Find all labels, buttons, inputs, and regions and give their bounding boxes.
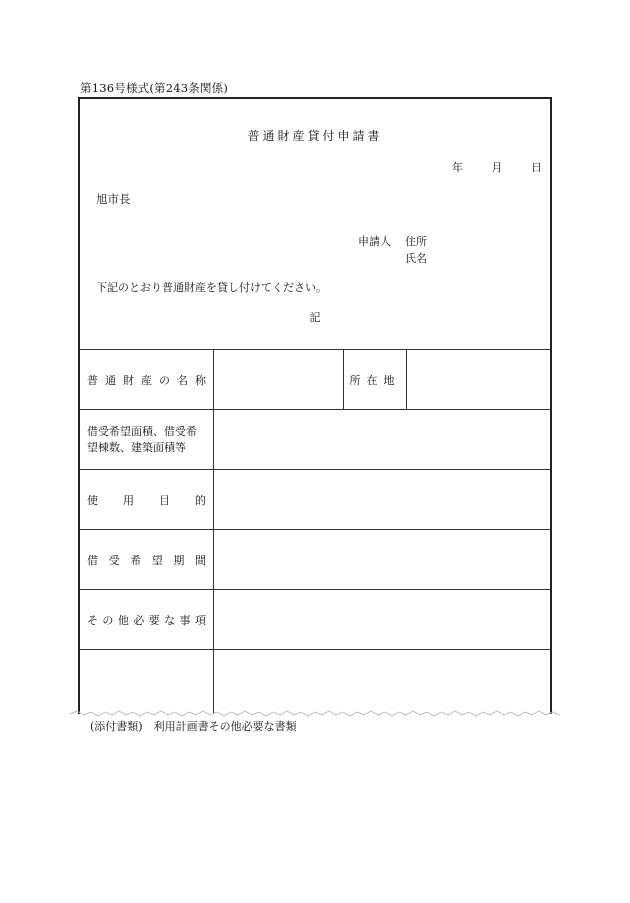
area-label: [80, 410, 214, 469]
period-label: [80, 530, 214, 589]
request-text: 下記のとおり普通財産を貸し付けてください。: [96, 281, 327, 294]
purpose-label: [80, 470, 214, 529]
blank-field[interactable]: [214, 650, 550, 714]
spaced-label: そ の 他 必 要 な 事 項: [87, 613, 206, 627]
form-title: 普通財産貸付申請書: [247, 129, 383, 143]
table-row: [80, 470, 550, 530]
property-name-label: [80, 350, 214, 409]
applicant-name-label: 氏名: [405, 252, 427, 265]
year-label: 年: [452, 161, 463, 174]
application-form: [78, 97, 552, 714]
month-label: 月: [491, 161, 503, 174]
area-field[interactable]: [214, 410, 550, 469]
spaced-label: 普 通 財 産 の 名 称: [87, 373, 206, 387]
addressee: 旭市長: [96, 192, 131, 206]
application-table: [80, 349, 550, 714]
applicant-address-label: 住所: [405, 235, 427, 248]
area-label-line: 望棟数、建築面積等: [87, 440, 186, 454]
attachment-note: (添付書類) 利用計画書その他必要な書類: [90, 720, 297, 733]
spaced-label: 使 用 目 的: [87, 493, 206, 507]
spaced-label: 借 受 希 望 期 間: [87, 553, 206, 567]
area-label-line: 借受希望面積、借受希: [87, 424, 197, 438]
table-row: [80, 350, 550, 410]
other-label: [80, 590, 214, 649]
blank-label-cell: [80, 650, 214, 714]
location-label: 所在地: [343, 350, 407, 409]
form-number: 第136号様式(第243条関係): [80, 81, 229, 95]
ki-heading: 記: [309, 311, 321, 324]
applicant-label: 申請人: [358, 235, 391, 248]
torn-edge: [70, 710, 560, 718]
other-field[interactable]: [214, 590, 550, 649]
purpose-field[interactable]: [214, 470, 550, 529]
table-row: [80, 410, 550, 470]
period-field[interactable]: [214, 530, 550, 589]
table-row: [80, 530, 550, 590]
day-label: 日: [531, 161, 542, 174]
date-line: [452, 159, 542, 175]
table-row: [80, 590, 550, 650]
table-row: [80, 650, 550, 714]
